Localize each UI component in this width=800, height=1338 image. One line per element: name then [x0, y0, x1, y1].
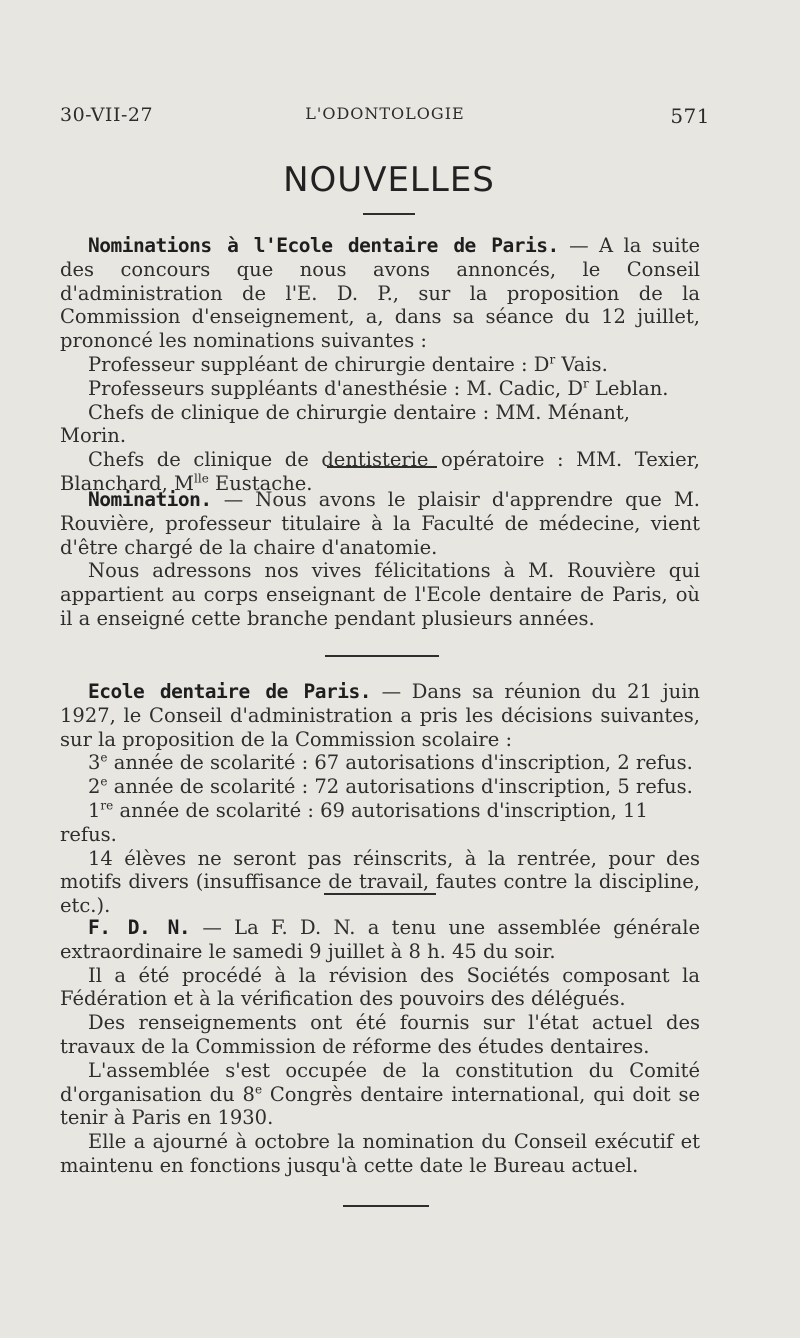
paragraph: Il a été procédé à la révision des Sociétés composant la Fédération et à la vérification des pouvoirs des délégués. — [60, 963, 700, 1011]
section-rule — [325, 655, 439, 657]
section-rule — [327, 466, 437, 468]
section-heading: Nomination. — [88, 488, 212, 511]
paragraph: 14 élèves ne seront pas réinscrits, à la rentrée, pour des motifs divers (insuffisance de travail, fautes contre la discipline, etc.). — [60, 846, 700, 918]
section-lead: — La F. D. N. a tenu une assemblée générale extraordinaire le samedi 9 juillet à 8 h. 45 du soir. — [60, 916, 701, 963]
section-nominations-edp — [60, 234, 700, 496]
year-line: 3e année de scolarité : 67 autorisations d'inscription, 2 refus. — [88, 750, 693, 775]
page-title: NOUVELLES — [283, 160, 495, 200]
title-rule — [363, 213, 415, 215]
header-journal: L'ODONTOLOGIE — [305, 104, 465, 123]
nomination-line: Chefs de clinique de chirurgie dentaire : MM. Ménant, Morin. — [60, 400, 630, 448]
end-rule — [343, 1205, 429, 1207]
section-fdn — [60, 916, 700, 1178]
paragraph: Elle a ajourné à octobre la nomination du Conseil exécutif et maintenu en fonctions jusqu'à cette date le Bureau actuel. — [60, 1130, 700, 1177]
year-line: 2e année de scolarité : 72 autorisations d'inscription, 5 refus. — [88, 774, 693, 799]
section-lead: — A la suite des concours que nous avons annoncés, le Conseil d'administration de l'E. D. P., sur la proposition de la Commission d'enseignement, a, dans sa séance du 12 juillet, prononcé les nominations suivantes : — [60, 234, 700, 353]
year-line: 1re année de scolarité : 69 autorisations d'inscription, 11 refus. — [60, 798, 648, 846]
header-date: 30-VII-27 — [60, 104, 154, 126]
section-ecole-dentaire — [60, 680, 700, 918]
nomination-line: Professeur suppléant de chirurgie dentaire : $D^r$ Vais. — [88, 352, 608, 376]
section-heading: F. D. N. — [88, 916, 191, 939]
section-lead: — Dans sa réunion du 21 juin 1927, le Conseil d'administration a pris les décisions suivantes, sur la proposition de la Commission scolaire : — [60, 680, 700, 751]
nomination-line: Professeurs suppléants d'anesthésie : M. Cadic, $D^r$ Leblan. — [88, 376, 669, 400]
paragraph: Des renseignements ont été fournis sur l'état actuel des travaux de la Commission de réforme des études dentaires. — [60, 1011, 700, 1058]
section-lead: — Nous avons le plaisir d'apprendre que M. Rouvière, professeur titulaire à la Faculté de médecine, vient d'être chargé de la chaire d'anatomie. — [60, 488, 700, 559]
section-nomination — [60, 488, 700, 631]
section-rule — [324, 893, 436, 895]
section-heading: Nominations à l'Ecole dentaire de Paris. — [88, 234, 559, 257]
section-heading: Ecole dentaire de Paris. — [88, 680, 371, 703]
paragraph: L'assemblée s'est occupée de la constitution du Comité d'organisation du 8e Congrès dentaire international, qui doit se tenir à Paris en 1930. — [60, 1058, 700, 1130]
paragraph: Nous adressons nos vives félicitations à M. Rouvière qui appartient au corps enseignant de l'Ecole dentaire de Paris, où il a enseigné cette branche pendant plusieurs années. — [60, 559, 700, 630]
nomination-line: Chefs de clinique de dentisterie opératoire : MM. Texier, Blanchard, $M^{lle}$ Eustache. — [60, 448, 700, 495]
page-number: 571 — [670, 104, 710, 128]
running-head — [60, 100, 710, 130]
